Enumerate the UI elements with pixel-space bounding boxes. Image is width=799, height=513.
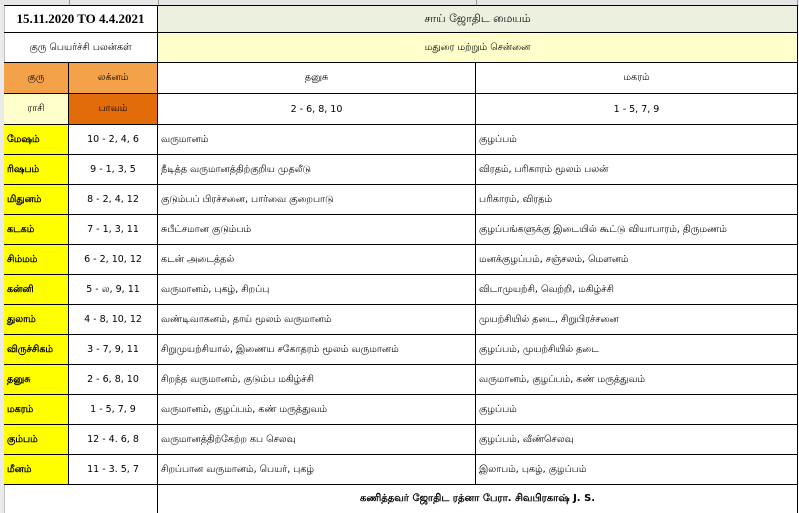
dhanusu-result-cell[interactable]: சிறுமுயற்சியால், இணைய சகோதரம் மூலம் வருமானம் bbox=[158, 335, 476, 365]
dhanusu-result-cell[interactable]: சிறப்பான வருமானம், பெயர், புகழ் bbox=[158, 455, 476, 485]
magaram-header-cell[interactable]: மகரம் bbox=[476, 63, 798, 94]
magaram-result-cell[interactable]: வருமானம், குழப்பம், கண் மருத்துவம் bbox=[476, 365, 798, 395]
dhanusu-result-cell[interactable]: வருமானம், குழப்பம், கண் மருத்துவம் bbox=[158, 395, 476, 425]
bhavam-header-cell[interactable]: பாவம் bbox=[69, 94, 158, 125]
lagnam-header-cell[interactable]: லக்னம் bbox=[69, 63, 158, 94]
dhanusu-result-cell[interactable]: சுபீட்சமான குடும்பம் bbox=[158, 215, 476, 245]
rasi-cell[interactable]: மீனம் bbox=[4, 455, 69, 485]
footer-empty-cell[interactable] bbox=[4, 485, 158, 513]
subtitle-left-cell[interactable]: குரு பெயர்ச்சி பலன்கள் bbox=[4, 33, 158, 63]
magaram-result-cell[interactable]: குழப்பம், முயற்சியில் தடை bbox=[476, 335, 798, 365]
rasi-cell[interactable]: சிம்மம் bbox=[4, 245, 69, 275]
dhanusu-result-cell[interactable]: கடன் அடைத்தல் bbox=[158, 245, 476, 275]
bhavam-cell[interactable]: 12 - 4. 6, 8 bbox=[69, 425, 158, 455]
magaram-result-cell[interactable]: குழப்பங்களுக்கு இடையில் கூட்டு வியாபாரம், திருமணம் bbox=[476, 215, 798, 245]
rasi-cell[interactable]: விருச்சிகம் bbox=[4, 335, 69, 365]
rasi-cell[interactable]: தனுசு bbox=[4, 365, 69, 395]
rasi-header-cell[interactable]: ராசி bbox=[4, 94, 69, 125]
dhanusu-result-cell[interactable]: நீடித்த வருமானத்திற்குறிய முதலீடு bbox=[158, 155, 476, 185]
dhanusu-result-cell[interactable]: வண்டிவாகனம், தாய் மூலம் வருமானம் bbox=[158, 305, 476, 335]
bhavam-cell[interactable]: 2 - 6, 8, 10 bbox=[69, 365, 158, 395]
bhavam-cell[interactable]: 3 - 7, 9, 11 bbox=[69, 335, 158, 365]
rasi-cell[interactable]: மகரம் bbox=[4, 395, 69, 425]
subtitle-right-cell[interactable]: மதுரை மற்றும் சென்னை bbox=[158, 33, 798, 63]
bhavam-cell[interactable]: 9 - 1, 3, 5 bbox=[69, 155, 158, 185]
dhanusu-result-cell[interactable]: வருமானத்திற்கேற்ற கப செலவு bbox=[158, 425, 476, 455]
bhavam-cell[interactable]: 7 - 1, 3, 11 bbox=[69, 215, 158, 245]
guru-header-cell[interactable]: குரு bbox=[4, 63, 69, 94]
rasi-cell[interactable]: துலாம் bbox=[4, 305, 69, 335]
bhavam-cell[interactable]: 10 - 2, 4, 6 bbox=[69, 125, 158, 155]
author-cell[interactable]: கணித்தவர் ஜோதிட ரத்னா பேரா. சிவபிரகாஷ் J. S. bbox=[158, 485, 798, 513]
dhanusu-result-cell[interactable]: வருமானம் bbox=[158, 125, 476, 155]
rasi-cell[interactable]: மிதுனம் bbox=[4, 185, 69, 215]
dhanusu-result-cell[interactable]: குடும்பப் பிரச்சனை, பார்வை குறைபாடு bbox=[158, 185, 476, 215]
magaram-result-cell[interactable]: பரிகாரம், விரதம் bbox=[476, 185, 798, 215]
rasi-cell[interactable]: கும்பம் bbox=[4, 425, 69, 455]
date-range-cell[interactable]: 15.11.2020 TO 4.4.2021 bbox=[4, 5, 158, 33]
dhanusu-result-cell[interactable]: வருமானம், புகழ், சிறப்பு bbox=[158, 275, 476, 305]
magaram-result-cell[interactable]: இலாபம், புகழ், குழப்பம் bbox=[476, 455, 798, 485]
bhavam-cell[interactable]: 4 - 8, 10, 12 bbox=[69, 305, 158, 335]
rasi-cell[interactable]: கன்னி bbox=[4, 275, 69, 305]
dhanusu-bhavam-cell[interactable]: 2 - 6, 8, 10 bbox=[158, 94, 476, 125]
bhavam-cell[interactable]: 6 - 2, 10, 12 bbox=[69, 245, 158, 275]
dhanusu-result-cell[interactable]: சிறந்த வருமானம், குடும்ப மகிழ்ச்சி bbox=[158, 365, 476, 395]
magaram-result-cell[interactable]: குழப்பம் bbox=[476, 395, 798, 425]
bhavam-cell[interactable]: 1 - 5, 7, 9 bbox=[69, 395, 158, 425]
magaram-result-cell[interactable]: விரதம், பரிகாரம் மூலம் பலன் bbox=[476, 155, 798, 185]
rasi-cell[interactable]: ரிஷபம் bbox=[4, 155, 69, 185]
magaram-result-cell[interactable]: முயற்சியில் தடை, சிறுபிரச்சனை bbox=[476, 305, 798, 335]
magaram-result-cell[interactable]: குழப்பம் bbox=[476, 125, 798, 155]
title-cell[interactable]: சாய் ஜோதிட மையம் bbox=[158, 5, 798, 33]
bhavam-cell[interactable]: 11 - 3. 5, 7 bbox=[69, 455, 158, 485]
dhanusu-header-cell[interactable]: தனுசு bbox=[158, 63, 476, 94]
magaram-bhavam-cell[interactable]: 1 - 5, 7, 9 bbox=[476, 94, 798, 125]
rasi-cell[interactable]: கடகம் bbox=[4, 215, 69, 245]
bhavam-cell[interactable]: 5 - ல, 9, 11 bbox=[69, 275, 158, 305]
magaram-result-cell[interactable]: குழப்பம், வீண்செலவு bbox=[476, 425, 798, 455]
magaram-result-cell[interactable]: விடாமுயற்சி, வெற்றி, மகிழ்ச்சி bbox=[476, 275, 798, 305]
rasi-cell[interactable]: மேஷம் bbox=[4, 125, 69, 155]
magaram-result-cell[interactable]: மனக்குழப்பம், சஞ்சலம், மௌனம் bbox=[476, 245, 798, 275]
bhavam-cell[interactable]: 8 - 2, 4, 12 bbox=[69, 185, 158, 215]
